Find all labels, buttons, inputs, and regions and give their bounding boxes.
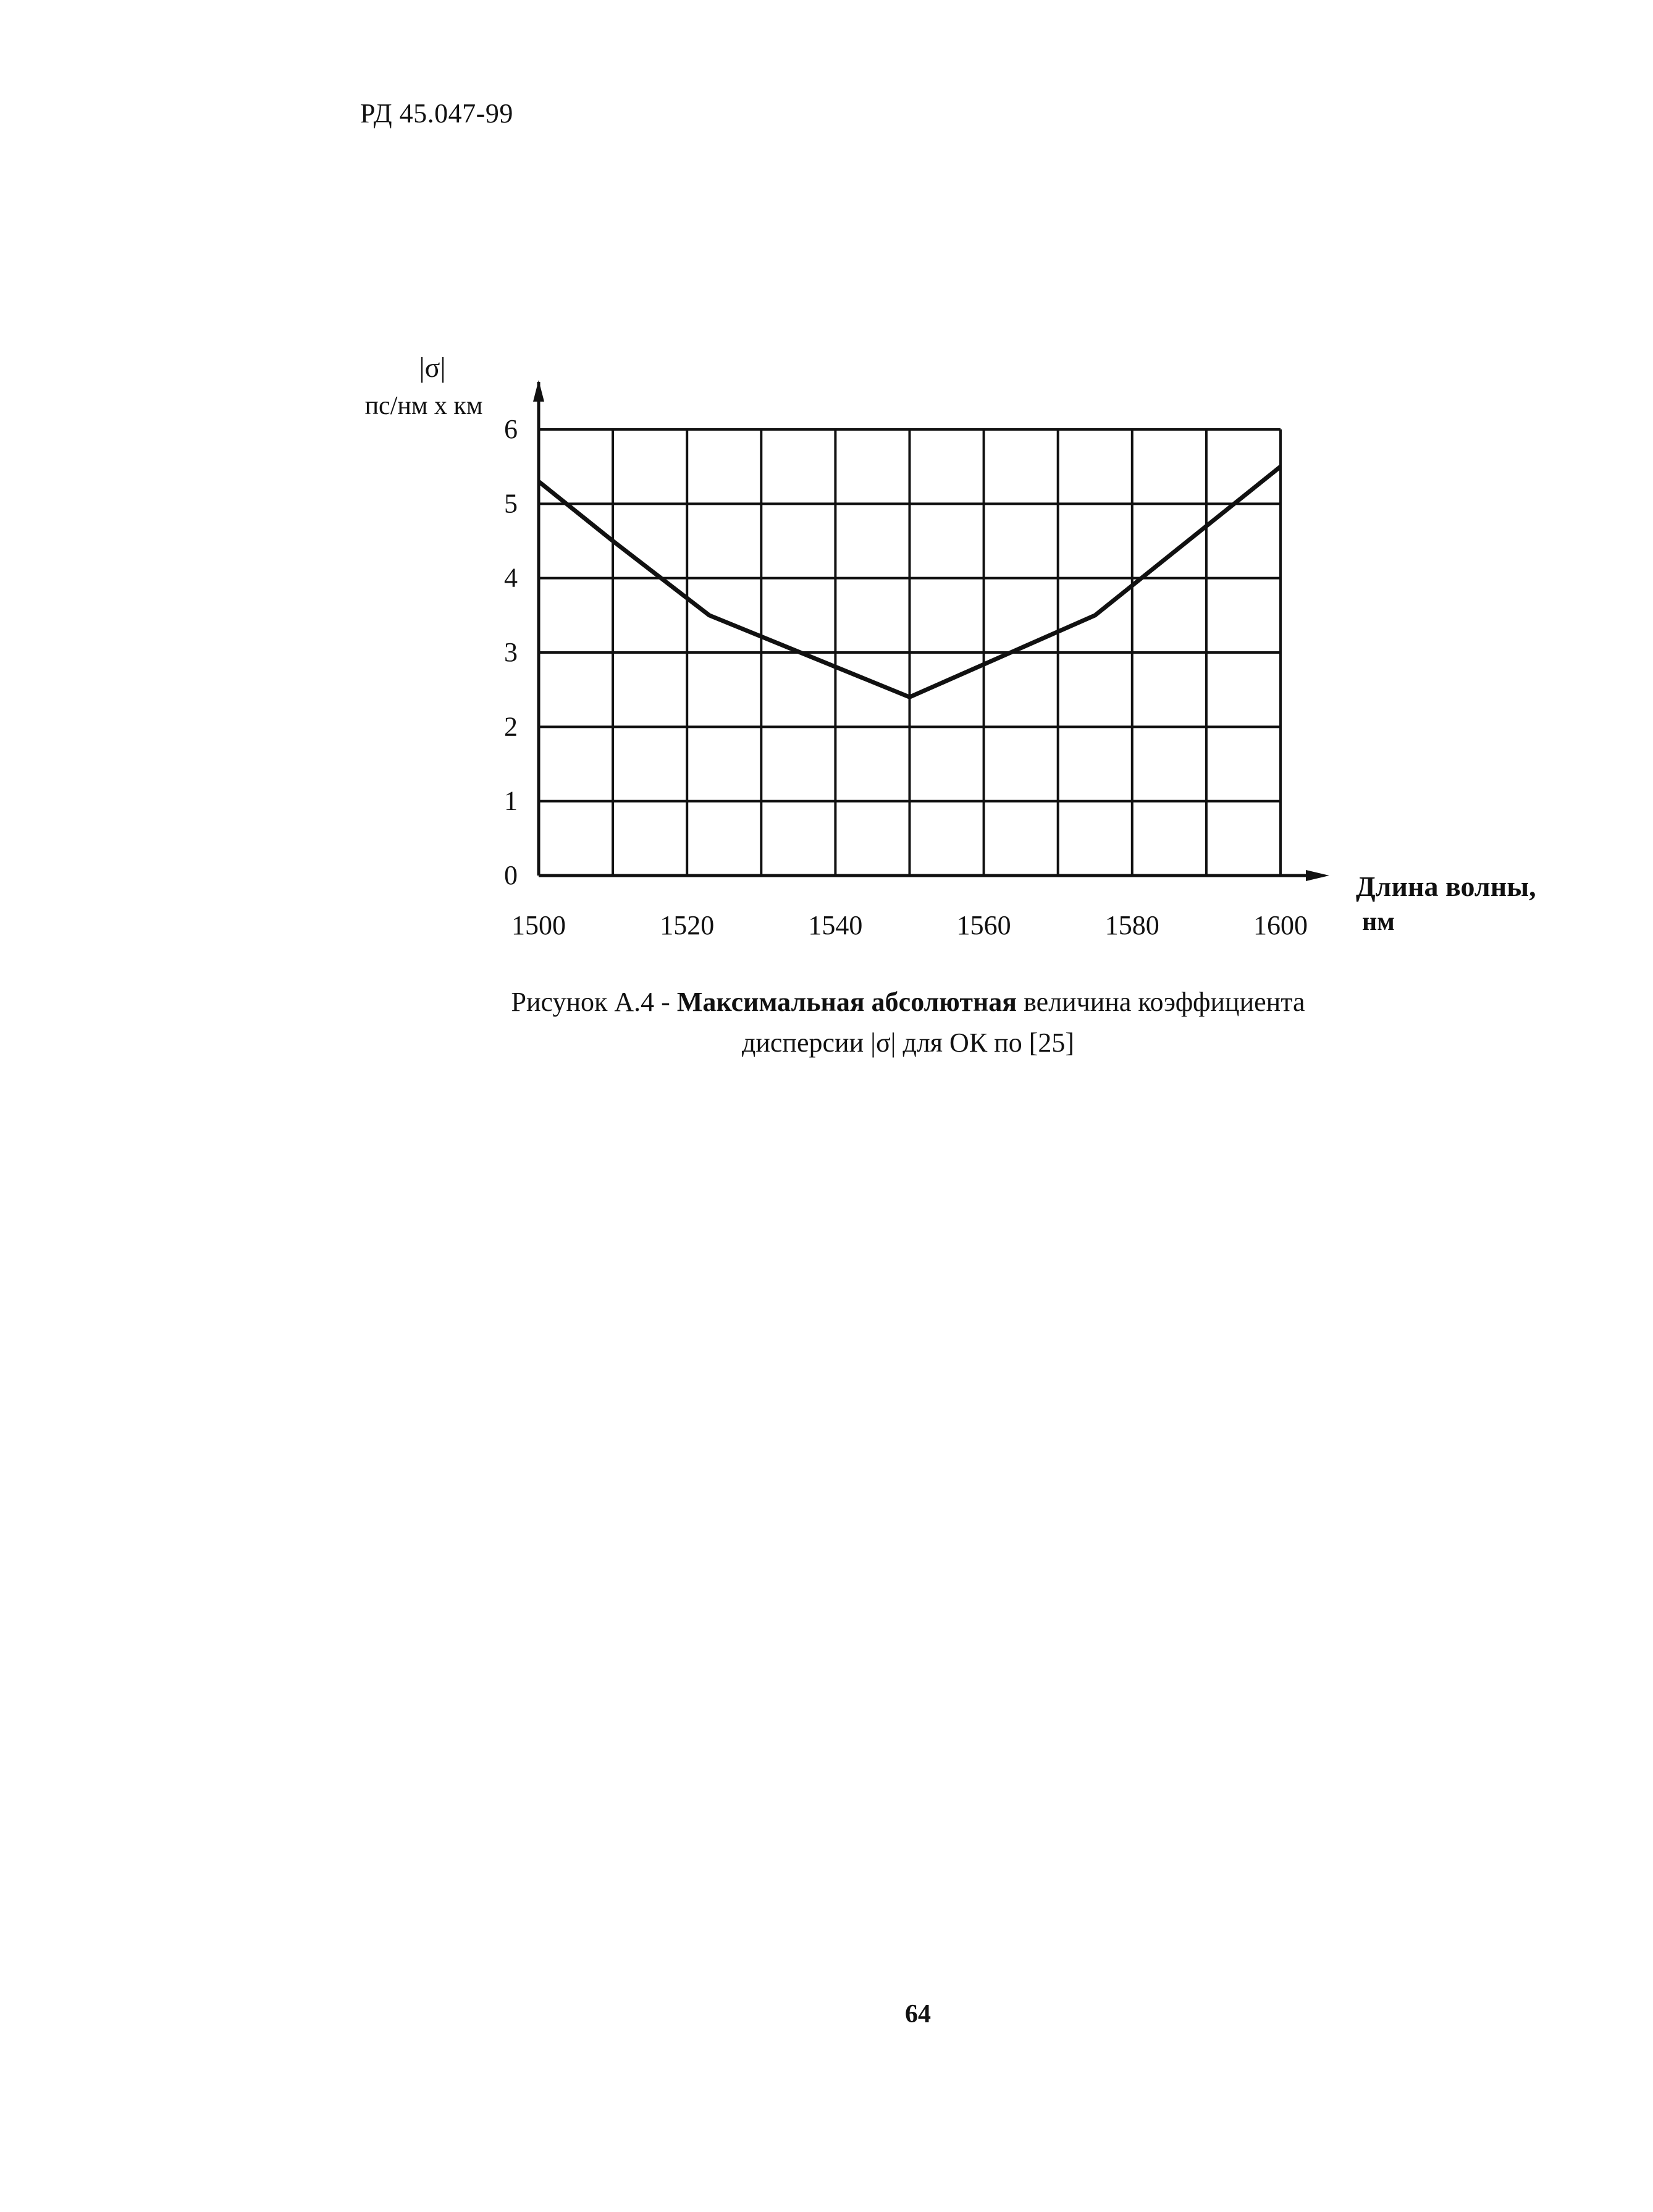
figure-caption-line2: дисперсии |σ| для ОК по [25] [741, 1028, 1075, 1058]
y-axis-unit: пс/нм х км [364, 392, 483, 420]
caption-prefix: Рисунок А.4 - [511, 987, 677, 1017]
x-tick-label: 1540 [808, 910, 863, 940]
y-tick-label: 4 [504, 562, 518, 593]
y-tick-label: 2 [504, 711, 518, 742]
chart-axes [533, 380, 1329, 881]
y-tick-label: 0 [504, 860, 518, 890]
chart-tick-labels [504, 414, 1308, 940]
x-axis-label-line2: нм [1362, 908, 1395, 936]
page-number: 64 [905, 2000, 931, 2028]
x-tick-label: 1520 [660, 910, 715, 940]
x-tick-label: 1580 [1104, 910, 1159, 940]
y-axis-symbol: |σ| [419, 352, 446, 383]
figure-caption-line1 [432, 982, 1384, 1022]
x-axis-label-line1: Длина волны, [1356, 871, 1536, 902]
y-tick-label: 5 [504, 488, 518, 519]
y-tick-label: 3 [504, 637, 518, 667]
x-tick-label: 1500 [511, 910, 566, 940]
y-tick-label: 1 [504, 785, 518, 816]
caption-bold-part: Максимальная абсолютная [676, 987, 1017, 1017]
caption-rest: величина коэффициента [1017, 987, 1305, 1017]
x-tick-label: 1560 [956, 910, 1011, 940]
document-id: РД 45.047-99 [360, 98, 513, 129]
y-tick-label: 6 [504, 414, 518, 444]
x-axis-arrow [1306, 870, 1329, 881]
y-axis-arrow [533, 380, 544, 402]
chart-grid [539, 429, 1281, 876]
x-tick-label: 1600 [1253, 910, 1308, 940]
